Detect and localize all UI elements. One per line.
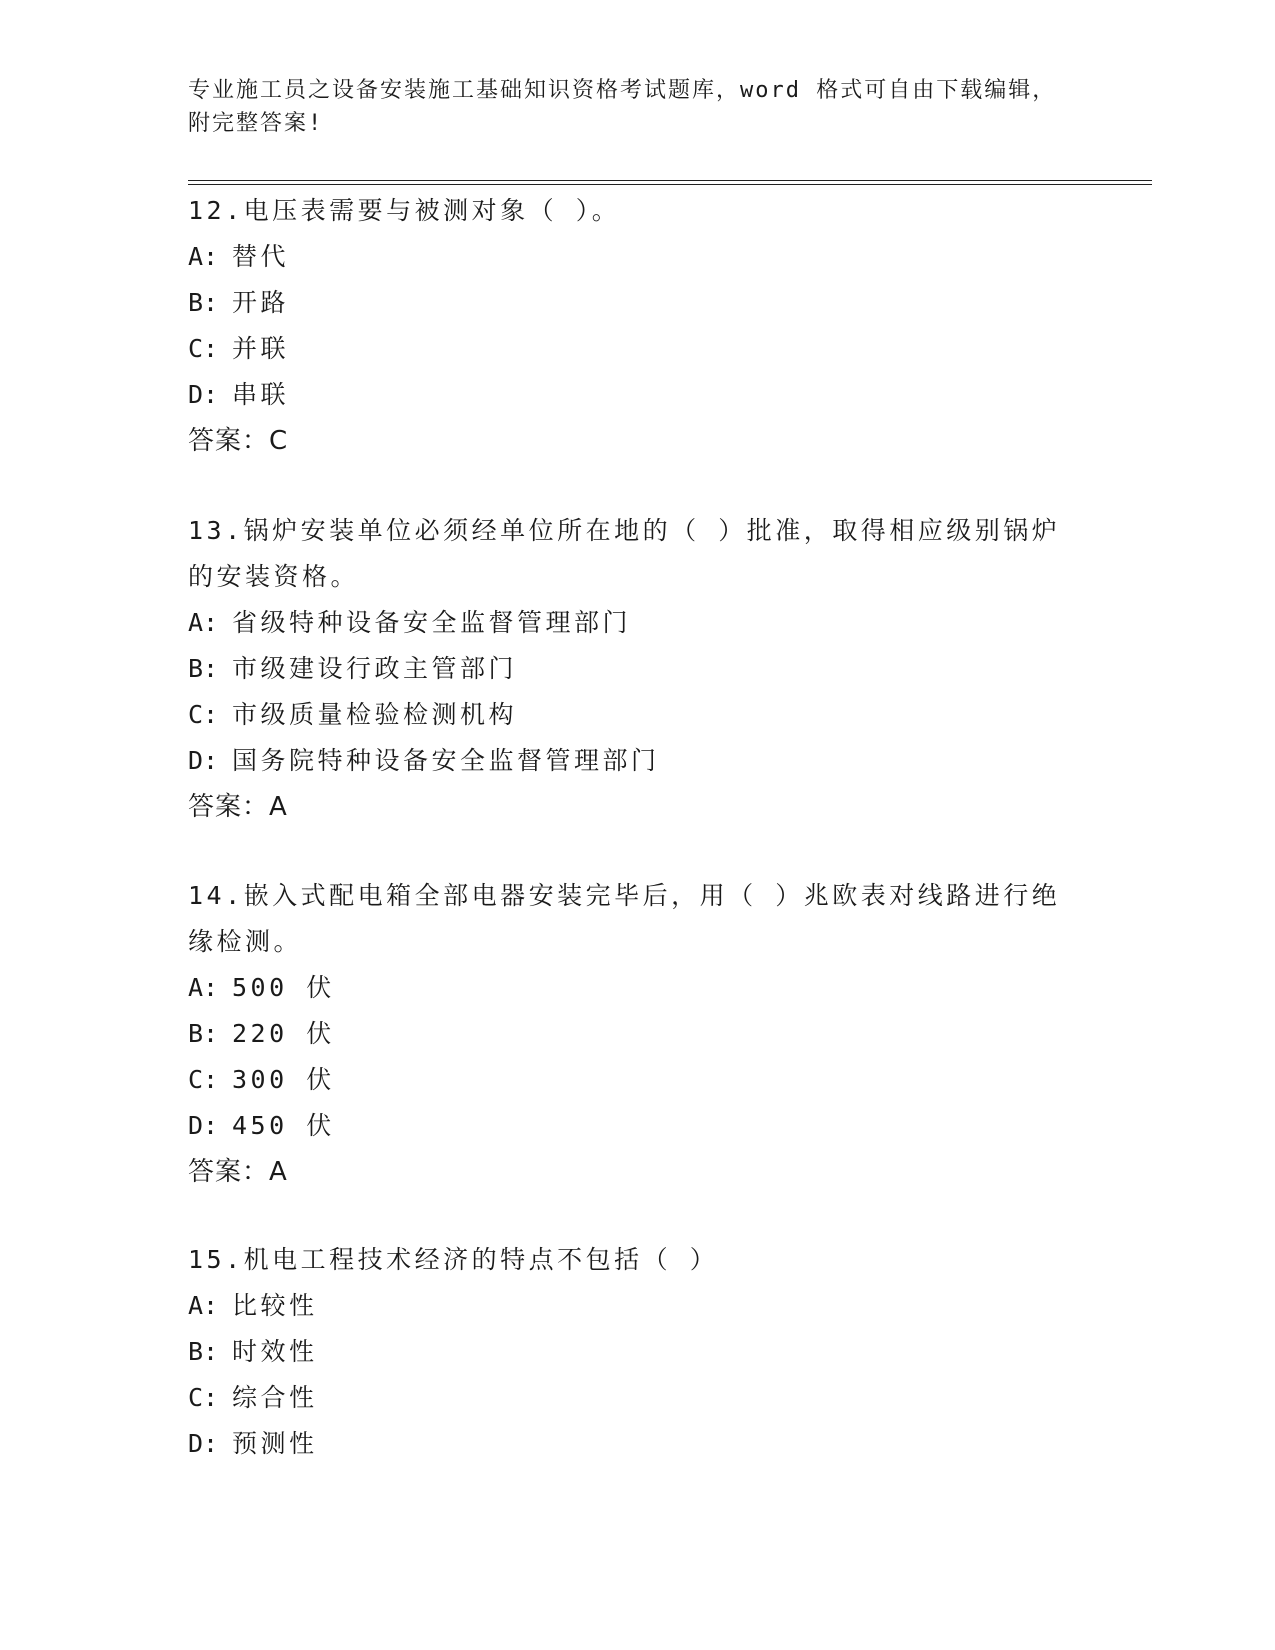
option-letter: D: — [188, 380, 219, 409]
option-text: 比较性 — [232, 1291, 318, 1320]
option-d — [188, 372, 1068, 418]
option-b — [188, 1329, 1068, 1375]
option-c — [188, 326, 1068, 372]
option-c — [188, 692, 1068, 738]
question-stem: 14.嵌入式配电箱全部电器安装完毕后，用（ ）兆欧表对线路进行绝缘检测。 — [188, 881, 1061, 956]
option-b — [188, 280, 1068, 326]
answer-line: 答案：A — [188, 792, 288, 822]
question-stem: 12.电压表需要与被测对象（ ）。 — [188, 196, 621, 225]
question-15 — [188, 1237, 1068, 1467]
option-letter: C: — [188, 1383, 219, 1412]
option-letter: B: — [188, 1337, 219, 1366]
option-letter: A: — [188, 608, 219, 637]
option-letter: A: — [188, 973, 219, 1002]
header-divider-bottom — [188, 184, 1152, 185]
question-13 — [188, 508, 1068, 830]
option-letter: A: — [188, 1291, 219, 1320]
option-text: 综合性 — [232, 1383, 318, 1412]
option-text: 串联 — [232, 380, 290, 409]
header-divider-top — [188, 180, 1152, 181]
option-letter: C: — [188, 334, 219, 363]
option-a — [188, 965, 1068, 1011]
option-letter: C: — [188, 700, 219, 729]
option-b — [188, 646, 1068, 692]
question-stem: 15.机电工程技术经济的特点不包括（ ） — [188, 1245, 719, 1274]
question-14 — [188, 873, 1068, 1195]
option-a — [188, 234, 1068, 280]
option-text: 450 伏 — [232, 1111, 335, 1140]
answer-line: 答案：C — [188, 426, 289, 456]
option-letter: B: — [188, 1019, 219, 1048]
option-letter: D: — [188, 1111, 219, 1140]
answer-line: 答案：A — [188, 1157, 288, 1187]
option-text: 预测性 — [232, 1429, 318, 1458]
option-c — [188, 1057, 1068, 1103]
option-a — [188, 1283, 1068, 1329]
option-c — [188, 1375, 1068, 1421]
option-text: 国务院特种设备安全监督管理部门 — [232, 746, 660, 775]
option-d — [188, 738, 1068, 784]
header-line-2: 附完整答案! — [188, 111, 324, 136]
option-b — [188, 1011, 1068, 1057]
question-stem: 13.锅炉安装单位必须经单位所在地的（ ）批准，取得相应级别锅炉的安装资格。 — [188, 516, 1061, 591]
option-text: 500 伏 — [232, 973, 335, 1002]
option-letter: B: — [188, 654, 219, 683]
option-text: 时效性 — [232, 1337, 318, 1366]
option-d — [188, 1103, 1068, 1149]
option-text: 省级特种设备安全监督管理部门 — [232, 608, 632, 637]
question-12 — [188, 188, 1068, 464]
option-a — [188, 600, 1068, 646]
option-text: 并联 — [232, 334, 290, 363]
option-letter: C: — [188, 1065, 219, 1094]
option-text: 替代 — [232, 242, 290, 271]
option-text: 市级质量检验检测机构 — [232, 700, 518, 729]
option-letter: D: — [188, 746, 219, 775]
option-letter: B: — [188, 288, 219, 317]
header-line-1: 专业施工员之设备安装施工基础知识资格考试题库，word 格式可自由下载编辑， — [188, 78, 1057, 103]
option-text: 300 伏 — [232, 1065, 335, 1094]
option-text: 市级建设行政主管部门 — [232, 654, 518, 683]
option-letter: A: — [188, 242, 219, 271]
option-d — [188, 1421, 1068, 1467]
option-letter: D: — [188, 1429, 219, 1458]
document-header — [188, 74, 1068, 140]
option-text: 220 伏 — [232, 1019, 335, 1048]
option-text: 开路 — [232, 288, 290, 317]
